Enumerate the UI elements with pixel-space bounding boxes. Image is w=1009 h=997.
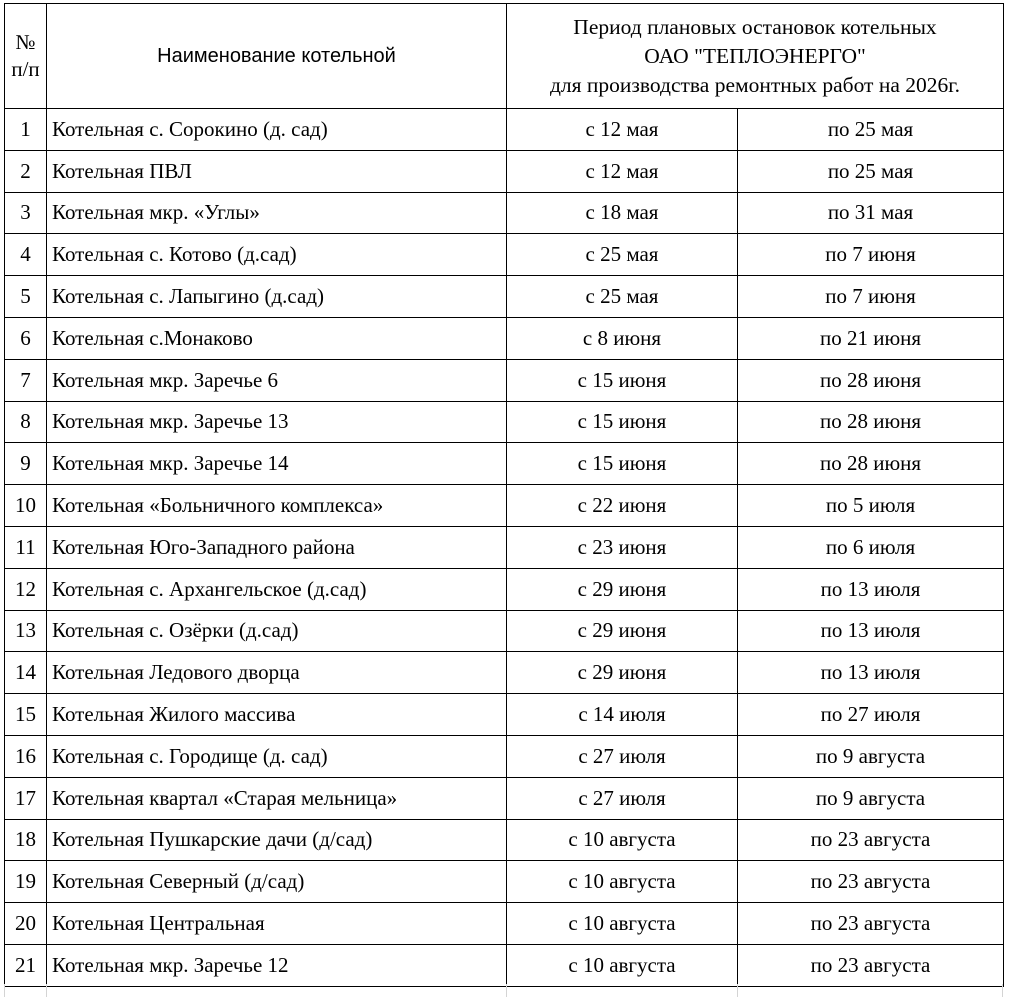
period-end: по 21 июня: [738, 317, 1004, 359]
header-number: [5, 4, 47, 109]
period-start: с 14 июля: [507, 694, 738, 736]
boiler-name: Котельная мкр. Заречье 6: [47, 359, 507, 401]
table-row: [5, 735, 1004, 777]
row-number: 5: [5, 276, 47, 318]
period-end: по 28 июня: [738, 401, 1004, 443]
table-row: [5, 234, 1004, 276]
period-start: с 29 июня: [507, 652, 738, 694]
document-sheet: [4, 3, 1003, 987]
period-end: по 9 августа: [738, 735, 1004, 777]
row-number: 3: [5, 192, 47, 234]
boiler-name: Котельная с. Городище (д. сад): [47, 735, 507, 777]
period-end: по 27 июля: [738, 694, 1004, 736]
boiler-name: Котельная Северный (д/сад): [47, 861, 507, 903]
boiler-name: Котельная Пушкарские дачи (д/сад): [47, 819, 507, 861]
row-number: 6: [5, 317, 47, 359]
boiler-name: Котельная с.Монаково: [47, 317, 507, 359]
period-start: с 25 мая: [507, 276, 738, 318]
period-end: по 7 июня: [738, 234, 1004, 276]
boiler-name: Котельная с. Сорокино (д. сад): [47, 109, 507, 151]
period-start: с 29 июня: [507, 568, 738, 610]
table-header: [5, 4, 1004, 109]
period-end: по 31 мая: [738, 192, 1004, 234]
row-number: 1: [5, 109, 47, 151]
row-number: 14: [5, 652, 47, 694]
period-end: по 13 июля: [738, 652, 1004, 694]
row-number: 12: [5, 568, 47, 610]
row-number: 21: [5, 944, 47, 986]
table-row: [5, 150, 1004, 192]
table-row: [5, 485, 1004, 527]
table-row: [5, 359, 1004, 401]
boiler-name: Котельная «Больничного комплекса»: [47, 485, 507, 527]
period-start: с 29 июня: [507, 610, 738, 652]
row-number: 20: [5, 903, 47, 945]
table-row: [5, 401, 1004, 443]
header-number-symbol: №: [15, 30, 36, 54]
table-row: [5, 777, 1004, 819]
period-start: с 8 июня: [507, 317, 738, 359]
period-end: по 23 августа: [738, 944, 1004, 986]
table-row: [5, 526, 1004, 568]
period-start: с 15 июня: [507, 443, 738, 485]
period-end: по 23 августа: [738, 861, 1004, 903]
row-number: 19: [5, 861, 47, 903]
period-end: по 7 июня: [738, 276, 1004, 318]
row-number: 8: [5, 401, 47, 443]
header-period: [507, 4, 1004, 109]
header-period-line2: ОАО "ТЕПЛОЭНЕРГО": [644, 43, 866, 68]
boiler-name: Котельная Юго-Западного района: [47, 526, 507, 568]
header-row: [5, 4, 1004, 109]
table-row: [5, 861, 1004, 903]
table-row: [5, 317, 1004, 359]
table-body: [5, 109, 1004, 987]
period-start: с 10 августа: [507, 944, 738, 986]
table-row: [5, 109, 1004, 151]
boiler-name: Котельная с. Лапыгино (д.сад): [47, 276, 507, 318]
period-end: по 28 июня: [738, 359, 1004, 401]
boiler-name: Котельная с. Архангельское (д.сад): [47, 568, 507, 610]
row-number: 10: [5, 485, 47, 527]
table-row: [5, 276, 1004, 318]
period-end: по 25 мая: [738, 150, 1004, 192]
boiler-name: Котельная мкр. «Углы»: [47, 192, 507, 234]
boiler-name: Котельная квартал «Старая мельница»: [47, 777, 507, 819]
period-end: по 25 мая: [738, 109, 1004, 151]
period-end: по 13 июля: [738, 610, 1004, 652]
row-number: 17: [5, 777, 47, 819]
period-end: по 6 июля: [738, 526, 1004, 568]
period-start: с 10 августа: [507, 861, 738, 903]
period-start: с 23 июня: [507, 526, 738, 568]
boiler-name: Котельная Центральная: [47, 903, 507, 945]
row-number: 2: [5, 150, 47, 192]
boiler-name: Котельная ПВЛ: [47, 150, 507, 192]
header-number-abbrev: п/п: [11, 57, 40, 81]
boiler-name: Котельная с. Озёрки (д.сад): [47, 610, 507, 652]
period-start: с 27 июля: [507, 777, 738, 819]
period-start: с 10 августа: [507, 903, 738, 945]
row-number: 11: [5, 526, 47, 568]
period-start: с 10 августа: [507, 819, 738, 861]
table-row: [5, 192, 1004, 234]
boiler-name: Котельная мкр. Заречье 14: [47, 443, 507, 485]
boiler-name: Котельная мкр. Заречье 13: [47, 401, 507, 443]
period-start: с 22 июня: [507, 485, 738, 527]
table-row: [5, 443, 1004, 485]
period-start: с 12 мая: [507, 109, 738, 151]
period-end: по 9 августа: [738, 777, 1004, 819]
row-number: 15: [5, 694, 47, 736]
period-start: с 18 мая: [507, 192, 738, 234]
period-start: с 15 июня: [507, 359, 738, 401]
header-period-line1: Период плановых остановок котельных: [573, 14, 937, 39]
grid-continuation: [4, 984, 1003, 997]
period-end: по 23 августа: [738, 819, 1004, 861]
header-period-line3: для производства ремонтных работ на 2026г.: [549, 72, 961, 97]
row-number: 7: [5, 359, 47, 401]
row-number: 9: [5, 443, 47, 485]
period-start: с 25 мая: [507, 234, 738, 276]
table-row: [5, 652, 1004, 694]
table-row: [5, 568, 1004, 610]
period-end: по 28 июня: [738, 443, 1004, 485]
period-start: с 12 мая: [507, 150, 738, 192]
period-end: по 13 июля: [738, 568, 1004, 610]
period-start: с 15 июня: [507, 401, 738, 443]
boiler-name: Котельная мкр. Заречье 12: [47, 944, 507, 986]
boiler-name: Котельная Жилого массива: [47, 694, 507, 736]
table-row: [5, 819, 1004, 861]
table-row: [5, 944, 1004, 986]
row-number: 16: [5, 735, 47, 777]
period-end: по 23 августа: [738, 903, 1004, 945]
boiler-name: Котельная Ледового дворца: [47, 652, 507, 694]
boiler-name: Котельная с. Котово (д.сад): [47, 234, 507, 276]
period-end: по 5 июля: [738, 485, 1004, 527]
row-number: 13: [5, 610, 47, 652]
row-number: 18: [5, 819, 47, 861]
table-row: [5, 903, 1004, 945]
period-start: с 27 июля: [507, 735, 738, 777]
table-row: [5, 610, 1004, 652]
table-row: [5, 694, 1004, 736]
boiler-schedule-table: [4, 3, 1004, 987]
header-boiler-name: Наименование котельной: [47, 4, 507, 109]
row-number: 4: [5, 234, 47, 276]
